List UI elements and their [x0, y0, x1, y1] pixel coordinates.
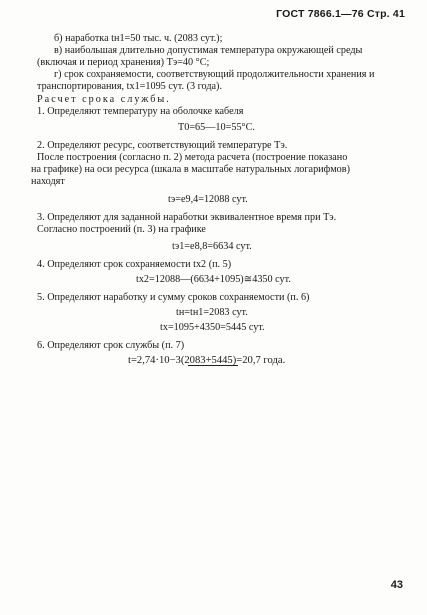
formula: t=2,74·10−3(2083+5445)=20,7 года. [128, 355, 286, 366]
formula: tх=1095+4350=5445 сут. [160, 322, 265, 333]
text-line: 3. Определяют для заданной наработки эквивалентное время при Tэ. [37, 212, 337, 223]
formula: tх2=12088—(6634+1095)≅4350 сут. [136, 274, 291, 285]
text-line: в) наибольшая длительно допустимая температура окружающей среды [54, 45, 363, 56]
text-line: 1. Определяют температуру на оболочке кабеля [37, 106, 244, 117]
divider [188, 365, 238, 366]
text-line: г) срок сохраняемости, соответствующий продолжительности хранения и [54, 69, 375, 80]
formula: tн=tн1=2083 сут. [176, 307, 248, 318]
text-line: Согласно построений (п. 3) на графике [37, 224, 206, 235]
text-line: на графике) на оси ресурса (шкала в масштабе натуральных логарифмов) [31, 164, 350, 175]
text-line: транспортирования, tх1=1095 сут. (3 года). [37, 81, 222, 92]
text-line: 5. Определяют наработку и сумму сроков сохраняемости (п. 6) [37, 292, 310, 303]
text-line: б) наработка tн1=50 тыс. ч. (2083 сут.); [54, 33, 223, 44]
section-heading: Расчет срока службы. [37, 94, 171, 105]
text-line: 2. Определяют ресурс, соответствующий температуре Tэ. [37, 140, 288, 151]
formula: tэ=e9,4=12088 сут. [168, 194, 248, 205]
page-header: ГОСТ 7866.1—76 Стр. 41 [276, 8, 405, 20]
formula: T0=65—10=55°C. [178, 122, 255, 133]
text-line: После построения (согласно п. 2) метода расчета (построение показано [37, 152, 348, 163]
page-number: 43 [390, 579, 403, 591]
formula: tэ1=e8,8=6634 сут. [172, 241, 252, 252]
text-line: (включая и период хранения) Tэ=40 °C; [37, 57, 210, 68]
text-line: 4. Определяют срок сохраняемости tх2 (п. 5) [37, 259, 232, 270]
text-line: 6. Определяют срок службы (п. 7) [37, 340, 185, 351]
text-line: находят [31, 176, 65, 187]
